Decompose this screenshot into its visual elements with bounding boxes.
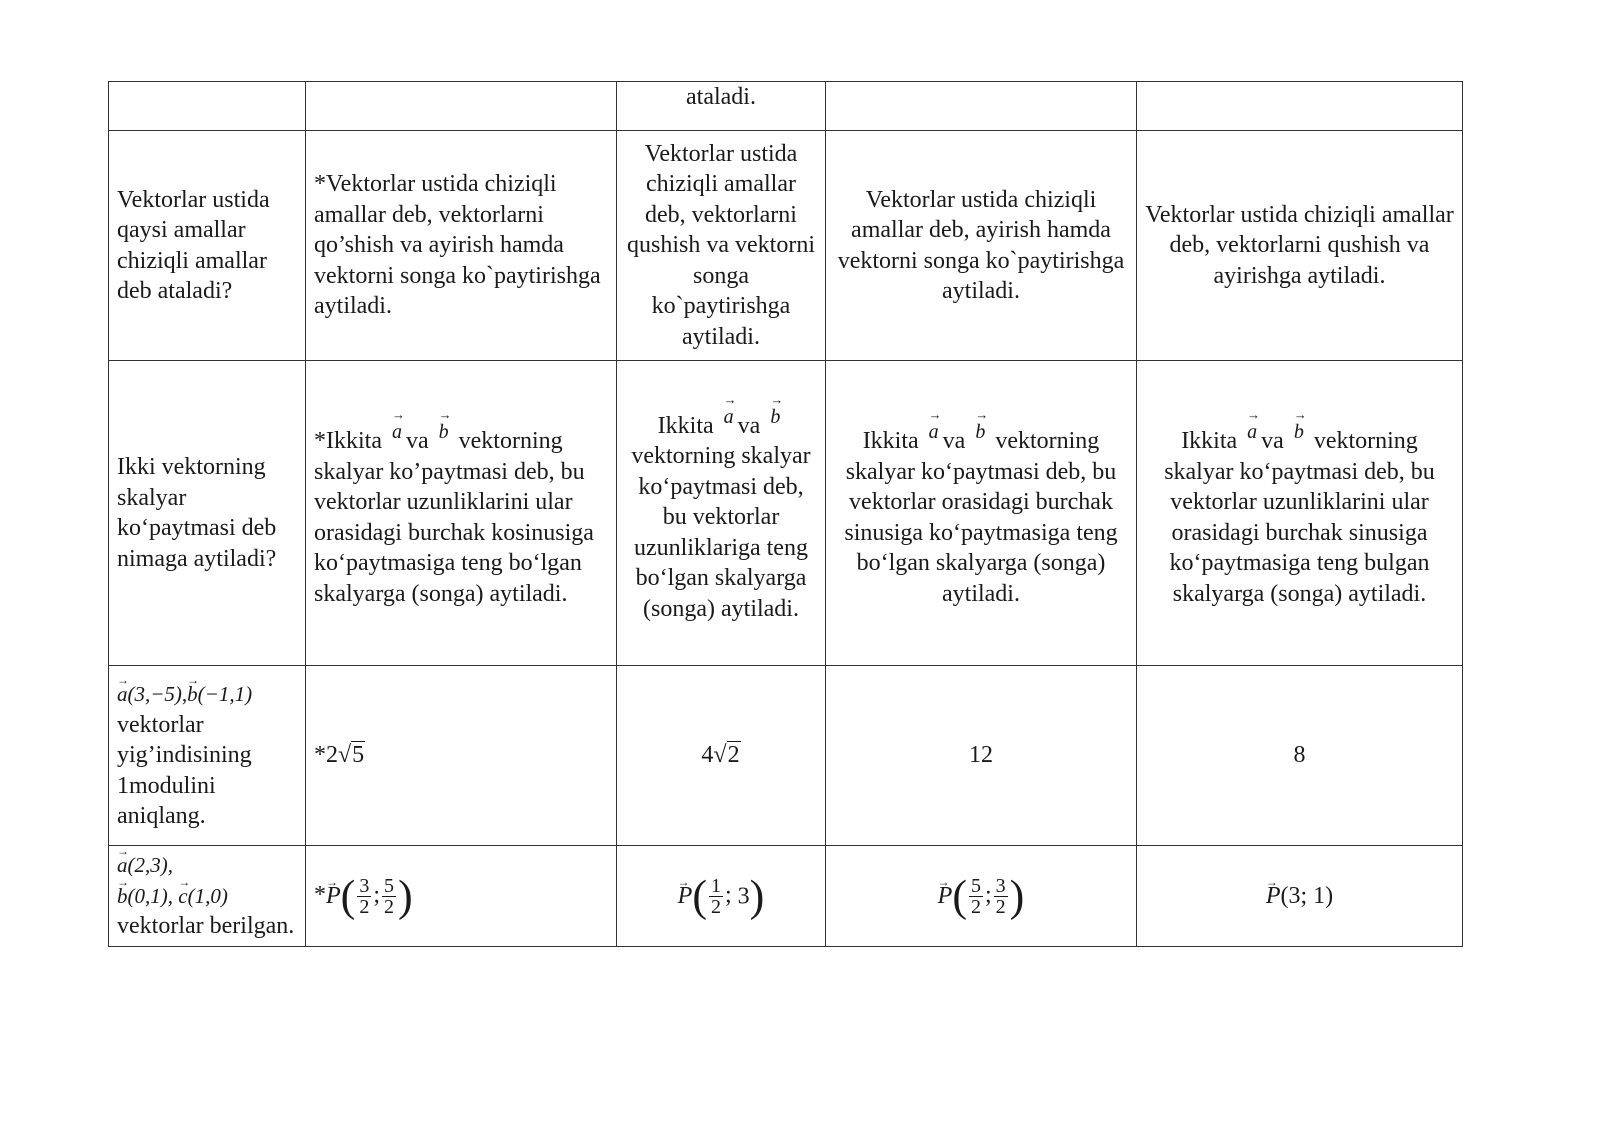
vector-formula [117,853,228,908]
answer-cell-b [617,666,826,846]
answer-cell-d [1137,666,1463,846]
table-row [109,846,1463,947]
numerator: 1 [711,874,721,897]
vector-b: → b [975,417,985,448]
fraction [709,876,723,917]
table-row [109,666,1463,846]
answer-text: Vektorlar ustida chiziqli amallar deb, ayirish hamda vektorni songa ko`paytirishga aytiladi. [837,186,1125,304]
answer-cell-c [826,666,1137,846]
formula-b: → b(0,1), [117,881,173,912]
answer-text: va [942,428,966,454]
table-cell [617,82,826,131]
answer-text: Ikkita [1181,428,1238,454]
question-cell [109,666,306,846]
numerator: 3 [359,874,370,897]
answer-text: vektorning skalyar ko’paytmasi deb, bu vektorlar uzunliklarini ular orasidagi burchak kosinusiga ko‘paytmasiga teng bo‘lgan skalyarga (songa) aytiladi. [314,428,594,607]
vector-formula: → a(3,−5),→ b(−1,1) [117,682,252,706]
answer-cell-a: *→ P( $\frac{3}{2}$ ; $\frac{5}{2}$ ) [306,846,617,947]
fraction [357,876,371,917]
vector-b: → b [439,417,449,448]
formula-c: → c(1,0) [178,881,228,912]
answer-cell-d: → P(3; 1) [1137,846,1463,947]
answer-cell-c: → P( $\frac{5}{2}$ ; $\frac{3}{2}$ ) [826,846,1137,947]
answer-text: Ikkita [862,428,919,454]
answer-text: 4 [701,742,714,769]
answer-text: Vektorlar ustida chiziqli amallar deb, vektorlarni qushish va vektorni songa ko`paytirishga aytiladi. [627,140,815,350]
denominator: 2 [359,895,370,918]
table-cell [1137,82,1463,131]
answer-cell-c [826,131,1137,361]
point-p: → P [1266,881,1281,912]
vector-a: → a [1247,417,1257,448]
formula-b: → b(−1,1) [187,679,252,710]
vector-a: → a [724,402,734,433]
answer-text: *2 [314,742,338,769]
point-p: → P [678,881,693,912]
table-row [109,82,1463,131]
answer-text: va [1261,428,1284,454]
answer-text: Vektorlar ustida chiziqli amallar deb, vektorlarni qushish va ayirishga aytiladi. [1145,201,1454,289]
fraction [382,876,396,917]
quiz-table [108,81,1463,947]
answer-text: 3 [737,882,750,909]
answer-text: * [314,881,326,908]
answer-cell-b: → P( $\frac{1}{2}$ ; 3) [617,846,826,947]
answer-cell-b [617,361,826,666]
numerator: 5 [384,874,394,897]
question-cell [109,846,306,947]
question-text: vektorlar berilgan. [117,913,295,940]
denominator: 2 [384,895,394,918]
answer-text: vektorning skalyar ko‘paytmasi deb, bu vektorlar uzunliklariga teng bo‘lgan skalyarga (songa) aytiladi. [631,443,811,622]
point-p: → P [938,881,953,912]
answer-text: 3; 1 [1288,883,1326,910]
answer-text: vektorning skalyar ko‘paytmasi deb, bu vektorlar uzunliklarini ular orasidagi burchak sinusiga ko‘paytmasiga teng bulgan skalyarga (songa) aytiladi. [1164,428,1435,607]
formula-a: → a(3,−5) [117,679,182,710]
numerator: 5 [971,874,981,897]
answer-cell-d [1137,361,1463,666]
answer-cell-a [306,666,617,846]
table-row [109,131,1463,361]
fraction [994,876,1008,917]
numerator: 3 [995,874,1006,897]
answer-text: vektorning skalyar ko‘paytmasi deb, bu vektorlar orasidagi burchak sinusiga ko‘paytmasiga teng bo‘lgan skalyarga (songa) aytiladi. [844,428,1118,607]
fraction [969,876,983,917]
formula-a: → a(2,3), [117,850,173,881]
question-cell [109,131,306,361]
question-cell [109,361,306,666]
question-text: vektorlar yig’indisining 1modulini aniqlang. [117,711,252,830]
question-text: Ikki vektorning skalyar ko‘paytmasi deb nimaga aytiladi? [117,454,277,572]
question-text: Vektorlar ustida qaysi amallar chiziqli amallar deb ataladi? [117,186,270,304]
denominator: 2 [995,895,1006,918]
answer-text: *Vektorlar ustida chiziqli amallar deb, vektorlarni qo’shish va ayirish hamda vektorni songa ko`paytirishga aytiladi. [314,171,601,320]
point-p: → P [326,881,341,912]
table-cell [306,82,617,131]
radicand: 5 [352,742,365,769]
answer-cell-a [306,361,617,666]
vector-a: → a [929,417,939,448]
answer-text: va [737,412,761,439]
answer-cell-b [617,131,826,361]
answer-cell-c [826,361,1137,666]
table-cell [109,82,306,131]
answer-text: *Ikkita [314,428,382,454]
cell-text: ataladi. [686,84,756,110]
table-cell [826,82,1137,131]
vector-a: → a [392,417,402,448]
answer-text: 12 [969,742,993,769]
answer-cell-d [1137,131,1463,361]
radicand: 2 [727,742,740,769]
answer-text: 8 [1293,742,1306,769]
sqrt-expression: √2 [713,742,740,769]
answer-cell-a [306,131,617,361]
denominator: 2 [971,895,981,918]
answer-text: Ikkita [657,412,714,439]
denominator: 2 [711,895,721,918]
answer-text: va [405,428,429,454]
sqrt-expression: √5 [338,742,365,769]
vector-b: → b [770,402,780,433]
table-row [109,361,1463,666]
vector-b: → b [1294,417,1304,448]
